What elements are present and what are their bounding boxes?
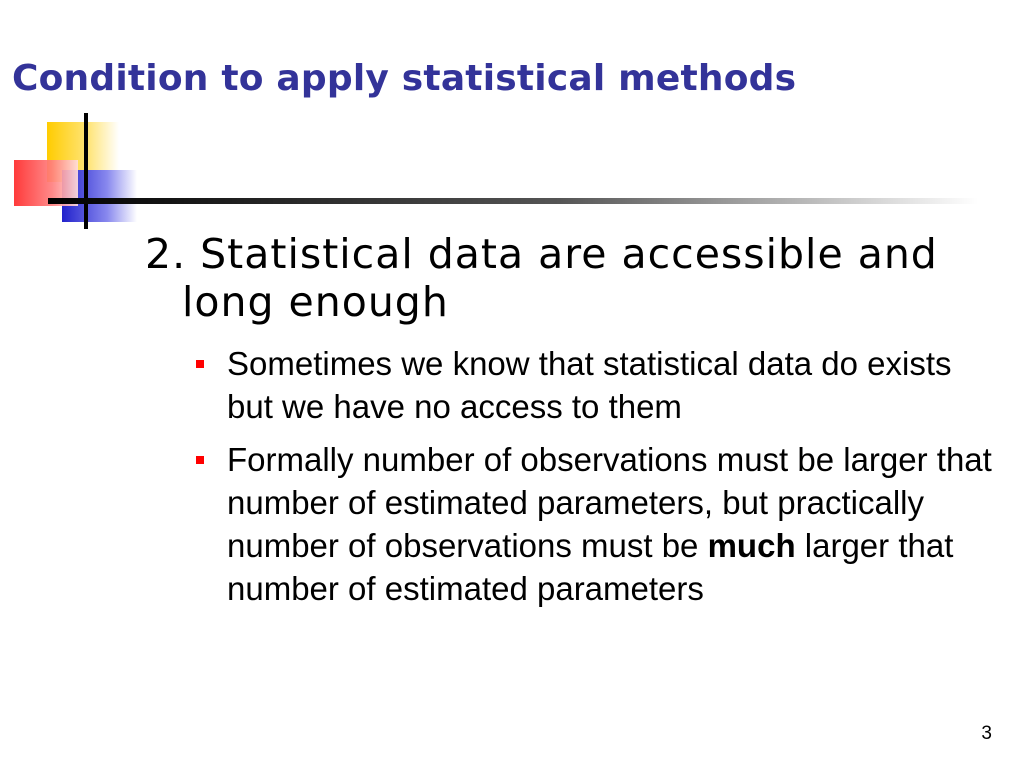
bullet-text-2-after: larger that number of estimated parameters: [227, 527, 954, 607]
bullet-marker-icon: [196, 456, 204, 464]
title-decoration: [0, 0, 1024, 240]
deco-red-square: [14, 160, 78, 206]
bullet-text-2-before: Formally number of observations must be larger that number of estimated parameters, but practically number of observations must be: [227, 441, 992, 564]
page-number: 3: [981, 723, 992, 744]
deco-blue-square: [62, 170, 137, 222]
bullet-item-2: [196, 438, 1006, 610]
bullet-list: [196, 342, 1006, 620]
slide-title: Condition to apply statistical methods: [12, 58, 797, 99]
deco-vertical-line: [84, 113, 88, 229]
bullet-text-1: Sometimes we know that statistical data do exists but we have no access to them: [227, 345, 952, 425]
bullet-text-2-emphasis: much: [707, 527, 796, 564]
main-point: 2. Statistical data are accessible and long enough: [145, 230, 938, 326]
bullet-item-1: [196, 342, 1006, 428]
deco-yellow-square: [47, 122, 119, 182]
bullet-marker-icon: [196, 360, 204, 368]
title-underline: [48, 198, 978, 204]
